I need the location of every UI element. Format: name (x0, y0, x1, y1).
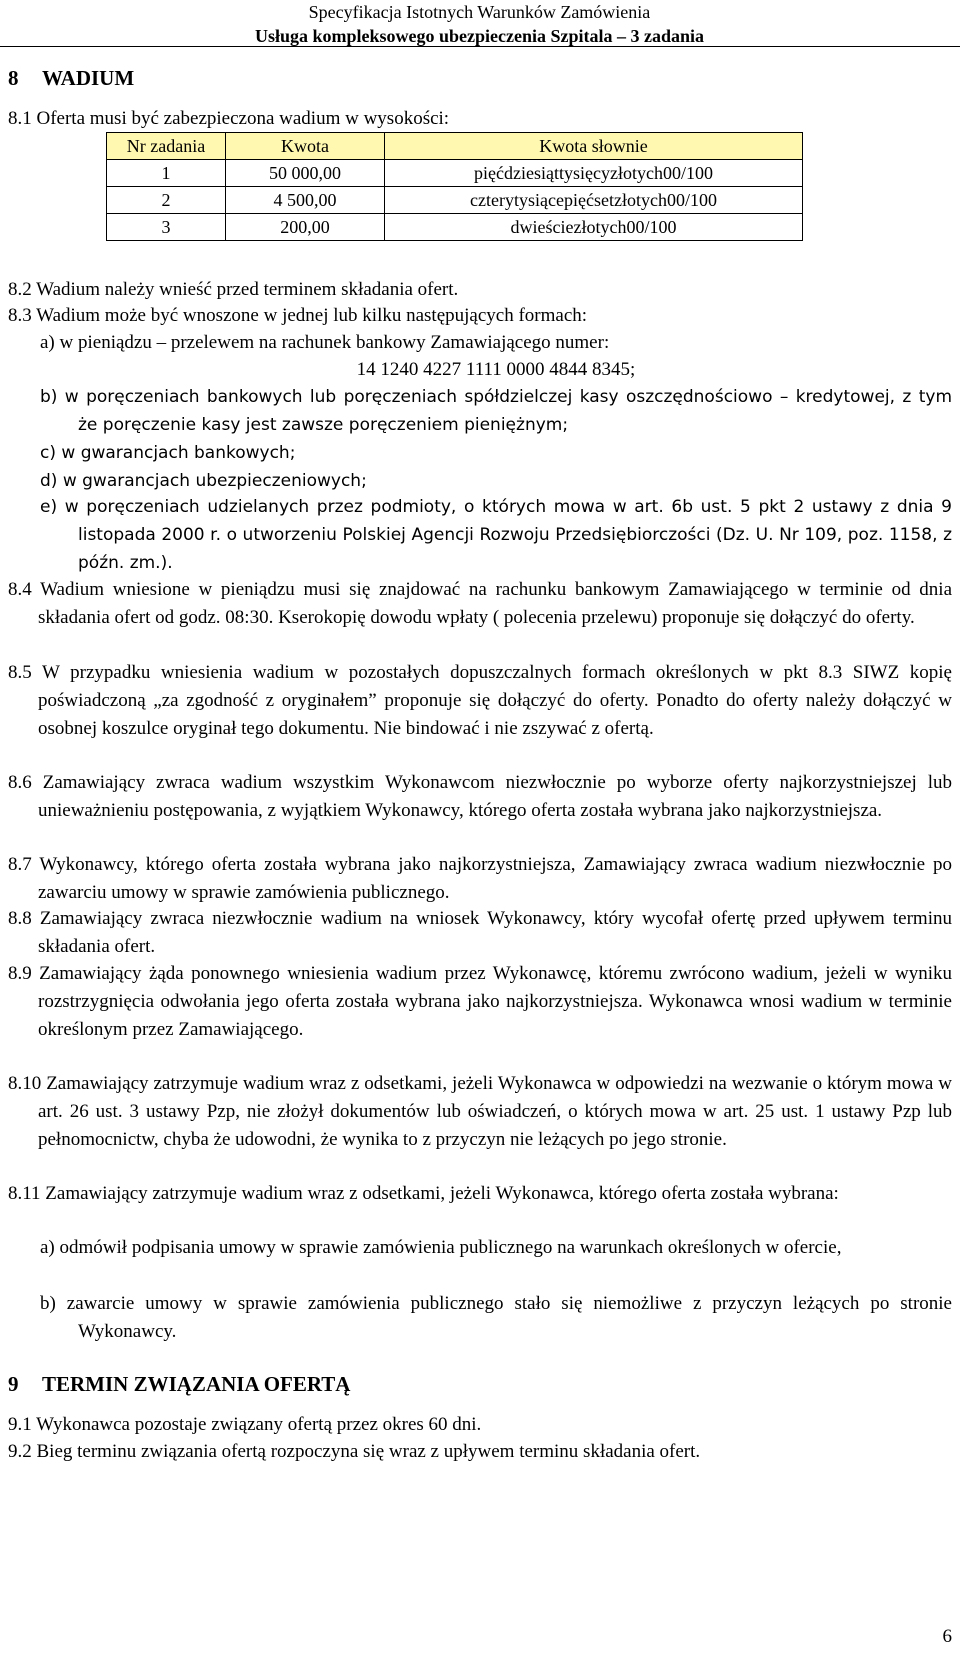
section-8-title: WADIUM (42, 66, 135, 90)
paragraph-8-5: 8.5 W przypadku wniesienia wadium w pozostałych dopuszczalnych formach określonych w pkt 8.3 SIWZ kopię poświadczoną „za zgodność z oryginałem” proponuje się dołączyć do oferty. Ponadto do oferty należy dołączyć w osobnej koszulce oryginał tego dokumentu. Nie bindować i nie zszywać z ofertą. (8, 662, 952, 739)
section-9-heading (8, 1372, 350, 1397)
table-row (107, 187, 803, 214)
paragraph-9-2: 9.2 Bieg terminu związania ofertą rozpoczyna się wraz z upływem terminu składania ofert. (8, 1441, 701, 1462)
col-header-amount-words: Kwota słownie (385, 133, 803, 160)
cell-amount-words: pięćdziesiąttysięcyzłotych00/100 (385, 160, 803, 187)
item-8-3-c: c) w gwarancjach bankowych; (40, 443, 296, 463)
paragraph-8-7: 8.7 Wykonawcy, którego oferta została wybrana jako najkorzystniejsza, Zamawiający zwraca wadium niezwłocznie po zawarciu umowy w sprawie zamówienia publicznego. (8, 854, 952, 903)
paragraph-8-10: 8.10 Zamawiający zatrzymuje wadium wraz z odsetkami, jeżeli Wykonawca w odpowiedzi na wezwanie o którym mowa w art. 26 ust. 3 ustawy Pzp, nie złożył dokumentów lub oświadczeń, o których mowa w art. 25 ust. 1 ustawy Pzp lub pełnomocnictw, chyba że udowodni, że wynika to z przyczyn nie leżących po jego stronie. (8, 1073, 952, 1150)
paragraph-9-1: 9.1 Wykonawca pozostaje związany ofertą przez okres 60 dni. (8, 1414, 482, 1435)
page-number: 6 (942, 1626, 952, 1647)
item-8-11-a: a) odmówił podpisania umowy w sprawie zamówienia publicznego na warunkach określonych w ofercie, (40, 1237, 842, 1258)
cell-amount: 4 500,00 (226, 187, 385, 214)
col-header-task: Nr zadania (107, 133, 226, 160)
col-header-amount: Kwota (226, 133, 385, 160)
cell-amount: 200,00 (226, 214, 385, 241)
cell-task: 1 (107, 160, 226, 187)
table-header-row (107, 133, 803, 160)
table-row (107, 160, 803, 187)
header-line-1: Specyfikacja Istotnych Warunków Zamówienia (308, 2, 651, 22)
cell-amount-words: dwieściezłotych00/100 (385, 214, 803, 241)
section-8-heading (8, 66, 134, 91)
wadium-table (106, 132, 803, 241)
paragraph-8-8: 8.8 Zamawiający zwraca niezwłocznie wadium na wniosek Wykonawcy, który wycofał ofertę przed upływem terminu składania ofert. (8, 908, 952, 957)
cell-amount-words: czterytysiącepięćsetzłotych00/100 (385, 187, 803, 214)
paragraph-8-1: 8.1 Oferta musi być zabezpieczona wadium w wysokości: (8, 108, 450, 129)
cell-task: 2 (107, 187, 226, 214)
paragraph-8-4: 8.4 Wadium wniesione w pieniądzu musi się znajdować na rachunku bankowym Zamawiającego w terminie od dnia składania ofert od godz. 08:30. Kserokopię dowodu wpłaty ( polecenia przelewu) proponuje się dołączyć do oferty. (8, 579, 952, 628)
header-line-2: Usługa kompleksowego ubezpieczenia Szpitala – 3 zadania (254, 26, 704, 46)
bank-account-number: 14 1240 4227 1111 0000 4844 8345; (356, 359, 636, 380)
item-8-3-a: a) w pieniądzu – przelewem na rachunek bankowy Zamawiającego numer: (40, 332, 610, 353)
page-header (255, 0, 704, 48)
paragraph-8-11: 8.11 Zamawiający zatrzymuje wadium wraz z odsetkami, jeżeli Wykonawca, którego oferta została wybrana: (8, 1183, 839, 1204)
item-8-3-d: d) w gwarancjach ubezpieczeniowych; (40, 471, 367, 491)
paragraph-8-6: 8.6 Zamawiający zwraca wadium wszystkim Wykonawcom niezwłocznie po wyborze oferty najkorzystniejszej lub unieważnieniu postępowania, z wyjątkiem Wykonawcy, którego oferta została wybrana jako najkorzystniejsza. (8, 772, 952, 821)
section-9-number: 9 (8, 1372, 19, 1396)
table-row (107, 214, 803, 241)
section-8-number: 8 (8, 66, 19, 90)
paragraph-8-9: 8.9 Zamawiający żąda ponownego wniesienia wadium przez Wykonawcę, któremu zwrócono wadium, jeżeli w wyniku rozstrzygnięcia odwołania jego oferta została wybrana jako najkorzystniejsza. Wykonawca wnosi wadium w terminie określonym przez Zamawiającego. (8, 963, 952, 1040)
paragraph-8-3: 8.3 Wadium może być wnoszone w jednej lub kilku następujących formach: (8, 305, 588, 326)
item-8-3-e: e) w poręczeniach udzielanych przez podmioty, o których mowa w art. 6b ust. 5 pkt 2 ustawy z dnia 9 listopada 2000 r. o utworzeniu Polskiej Agencji Rozwoju Przedsiębiorczości (Dz. U. Nr 109, poz. 1158, z późn. zm.). (40, 497, 952, 573)
item-8-3-b: b) w poręczeniach bankowych lub poręczeniach spółdzielczej kasy oszczędnościowo – kredytowej, z tym że poręczenie kasy jest zawsze poręczeniem pieniężnym; (40, 387, 952, 435)
paragraph-8-2: 8.2 Wadium należy wnieść przed terminem składania ofert. (8, 279, 459, 300)
item-8-11-b: b) zawarcie umowy w sprawie zamówienia publicznego stało się niemożliwe z przyczyn leżących po stronie Wykonawcy. (40, 1293, 952, 1342)
section-9-title: TERMIN ZWIĄZANIA OFERTĄ (42, 1372, 351, 1396)
header-rule (0, 46, 960, 47)
cell-amount: 50 000,00 (226, 160, 385, 187)
cell-task: 3 (107, 214, 226, 241)
